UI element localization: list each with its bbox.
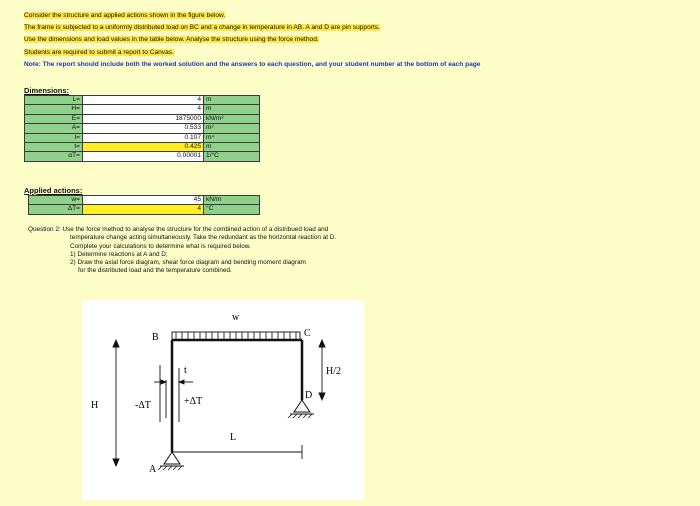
dim-value: 4 bbox=[83, 96, 204, 105]
table-row bbox=[25, 133, 260, 142]
table-row bbox=[25, 96, 260, 105]
action-unit: °C bbox=[204, 205, 260, 214]
question-2 bbox=[28, 226, 336, 276]
dim-unit: kN/m² bbox=[204, 114, 260, 123]
table-row bbox=[25, 124, 260, 133]
table-row bbox=[25, 143, 260, 152]
dim-symbol: H= bbox=[25, 105, 83, 114]
label-h-half: H/2 bbox=[326, 366, 341, 377]
thickness-marker bbox=[154, 365, 193, 422]
intro-note: Note: The report should include both the worked solution and the answers to each question, and your student number at the bottom of each page bbox=[24, 60, 481, 68]
question-line-4: 1) Determine reactions at A and D; bbox=[70, 250, 168, 258]
label-c: C bbox=[304, 328, 311, 339]
dim-unit: 1/°C bbox=[204, 152, 260, 161]
frame-diagram bbox=[82, 300, 364, 500]
intro-line-3: Use the dimensions and load values in the table below. Analyse the structure using the force method. bbox=[24, 36, 319, 44]
label-h: H bbox=[91, 400, 99, 411]
label-t: t bbox=[184, 365, 187, 376]
label-minus-delta-t: -ΔT bbox=[135, 400, 151, 411]
action-unit: kN/m bbox=[204, 196, 260, 205]
table-row bbox=[29, 205, 260, 214]
dimensions-title: Dimensions: bbox=[24, 86, 70, 95]
frame-figure bbox=[82, 300, 364, 500]
dim-value: 0.533 bbox=[83, 124, 204, 133]
dimension-h bbox=[113, 340, 119, 466]
table-row bbox=[25, 152, 260, 161]
dim-unit: m bbox=[204, 96, 260, 105]
label-plus-delta-t: +ΔT bbox=[184, 396, 203, 407]
question-line-5: 2) Draw the axial force diagram, shear force diagram and bending moment diagram bbox=[70, 259, 306, 267]
load-label-w: w bbox=[232, 312, 240, 323]
pin-support-a bbox=[158, 452, 184, 470]
dim-symbol: t= bbox=[25, 143, 83, 152]
question-line-3: Complete your calculations to determine what is required below. bbox=[70, 242, 251, 250]
dim-symbol: A= bbox=[25, 124, 83, 133]
intro-line-1: Consider the structure and applied actions shown in the figure below. bbox=[24, 12, 226, 19]
actions-title: Applied actions: bbox=[24, 186, 83, 195]
dim-unit: m² bbox=[204, 124, 260, 133]
label-a: A bbox=[149, 464, 157, 475]
action-symbol: ΔT= bbox=[29, 205, 83, 214]
action-value: 45 bbox=[83, 196, 204, 205]
dim-unit: m bbox=[204, 105, 260, 114]
dim-symbol: L= bbox=[25, 96, 83, 105]
action-symbol: w= bbox=[29, 196, 83, 205]
question-line-6: for the distributed load and the temperature combined. bbox=[78, 267, 232, 275]
dim-unit: m⁴ bbox=[204, 133, 260, 142]
dimensions-table bbox=[24, 95, 260, 162]
pin-support-d bbox=[288, 400, 314, 418]
action-value: 4 bbox=[83, 205, 204, 214]
dimension-l bbox=[172, 445, 302, 459]
actions-table bbox=[28, 195, 260, 215]
problem-intro bbox=[24, 10, 480, 71]
intro-line-2: The frame is subjected to a uniformly distributed load on BC and a change in temperature in AB. A and D are pin supports. bbox=[24, 24, 380, 32]
intro-line-4: Students are required to submit a report to Canvas. bbox=[24, 48, 174, 56]
dim-unit: m bbox=[204, 143, 260, 152]
dim-symbol: E= bbox=[25, 114, 83, 123]
label-d: D bbox=[305, 390, 313, 401]
label-b: B bbox=[152, 332, 159, 343]
table-row bbox=[25, 105, 260, 114]
dimension-h-half bbox=[319, 340, 325, 400]
question-line-2: temperature change acting simultaneously. Take the redundant as the horizontal reaction at D. bbox=[70, 234, 337, 242]
dim-value: 0.00001 bbox=[83, 152, 204, 161]
dim-symbol: I= bbox=[25, 133, 83, 142]
dim-value: 0.425 bbox=[83, 143, 204, 152]
dim-value: 1875000 bbox=[83, 114, 204, 123]
dim-value: 4 bbox=[83, 105, 204, 114]
dim-value: 0.107 bbox=[83, 133, 204, 142]
question-line-1: Question 2: Use the force method to analyse the structure for the combined action of a distribued load and bbox=[28, 226, 329, 233]
table-row bbox=[25, 114, 260, 123]
label-l: L bbox=[230, 432, 237, 443]
table-row bbox=[29, 196, 260, 205]
dim-symbol: αT= bbox=[25, 152, 83, 161]
